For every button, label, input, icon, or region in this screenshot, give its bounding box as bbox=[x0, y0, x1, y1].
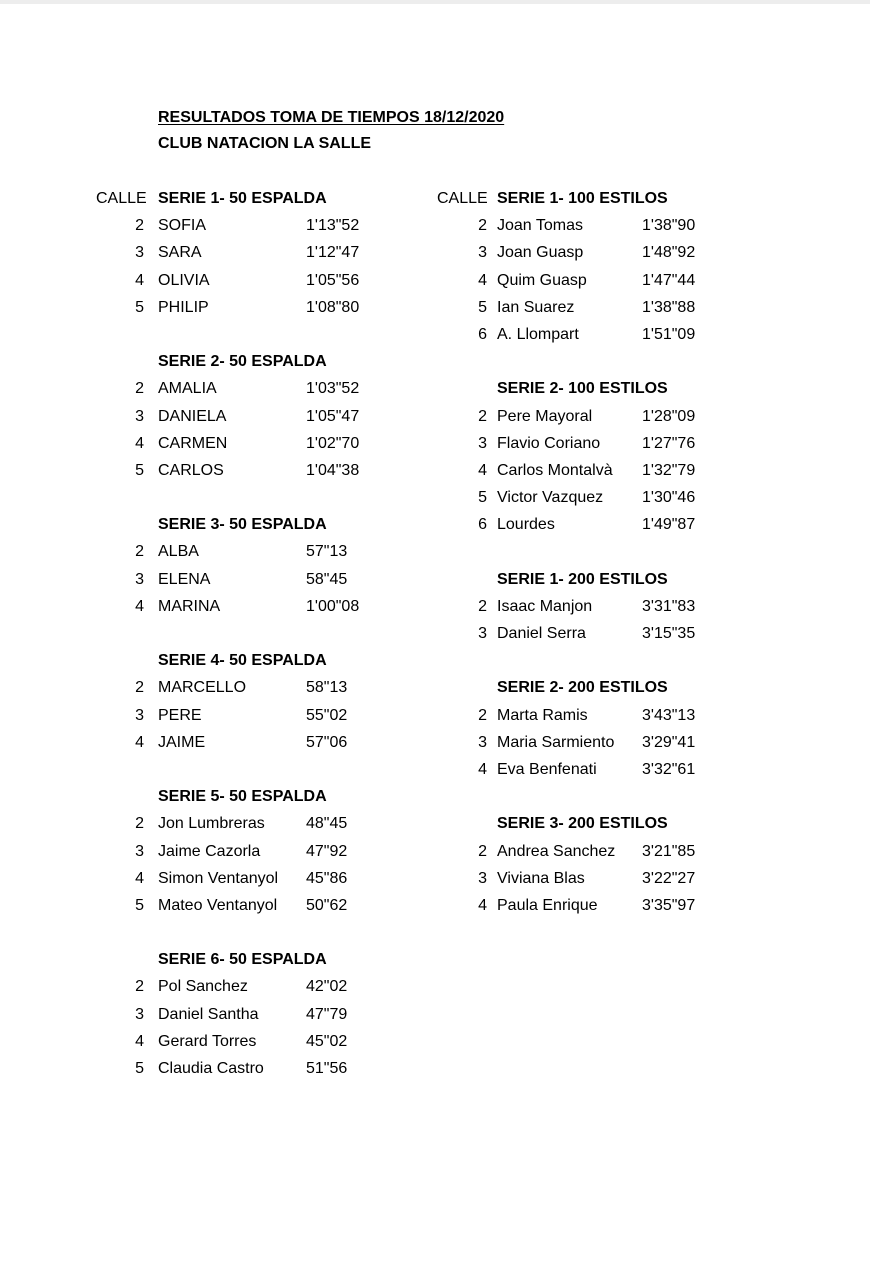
swimmer-name: PHILIP bbox=[158, 298, 209, 316]
series-title: SERIE 6- 50 ESPALDA bbox=[158, 951, 327, 969]
swimmer-name: Joan Guasp bbox=[497, 244, 584, 262]
lane-number: 3 bbox=[135, 1005, 144, 1023]
swim-time: 51"56 bbox=[306, 1060, 348, 1077]
swimmer-name: Eva Benfenati bbox=[497, 760, 597, 778]
lane-column-label: CALLE bbox=[437, 190, 488, 207]
series-title: SERIE 1- 50 ESPALDA bbox=[158, 190, 327, 207]
swim-time: 42"02 bbox=[306, 978, 348, 996]
swim-time: 1'30"46 bbox=[642, 489, 696, 507]
swimmer-name: Flavio Coriano bbox=[497, 434, 601, 452]
swimmer-name: Andrea Sanchez bbox=[497, 842, 616, 860]
lane-number: 2 bbox=[478, 217, 487, 235]
swimmer-name: MARCELLO bbox=[158, 679, 247, 697]
swimmer-name: Jaime Cazorla bbox=[158, 842, 261, 860]
swimmer-name: Pere Mayoral bbox=[497, 407, 593, 425]
swim-time: 48"45 bbox=[306, 815, 348, 833]
lane-number: 3 bbox=[135, 244, 144, 262]
swim-time: 1'49"87 bbox=[642, 516, 696, 534]
swim-time: 3'31"83 bbox=[642, 597, 696, 615]
swim-time: 1'32"79 bbox=[642, 461, 696, 479]
series-title: SERIE 3- 200 ESTILOS bbox=[497, 815, 668, 833]
swimmer-name: Daniel Santha bbox=[158, 1005, 259, 1023]
swimmer-name: Jon Lumbreras bbox=[158, 815, 265, 833]
series-title: SERIE 2- 50 ESPALDA bbox=[158, 353, 327, 371]
lane-number: 4 bbox=[478, 271, 487, 289]
swim-time: 3'29"41 bbox=[642, 733, 696, 751]
swim-time: 1'12"47 bbox=[306, 244, 360, 262]
swim-time: 3'35"97 bbox=[642, 896, 696, 914]
lane-number: 3 bbox=[478, 733, 487, 751]
lane-number: 4 bbox=[135, 434, 144, 452]
lane-number: 4 bbox=[478, 896, 487, 914]
lane-number: 3 bbox=[478, 244, 487, 262]
series-title: SERIE 4- 50 ESPALDA bbox=[158, 652, 327, 670]
lane-number: 6 bbox=[478, 325, 487, 343]
swim-time: 1'28"09 bbox=[642, 407, 696, 425]
lane-number: 2 bbox=[135, 217, 144, 235]
swimmer-name: Daniel Serra bbox=[497, 625, 586, 642]
lane-number: 4 bbox=[135, 271, 144, 289]
swimmer-name: CARMEN bbox=[158, 434, 228, 452]
swim-time: 1'02"70 bbox=[306, 434, 360, 452]
lane-number: 5 bbox=[135, 1060, 144, 1077]
swimmer-name: Marta Ramis bbox=[497, 706, 588, 724]
lane-number: 3 bbox=[135, 407, 144, 425]
swim-time: 55"02 bbox=[306, 706, 348, 724]
swimmer-name: SOFIA bbox=[158, 217, 207, 235]
lane-number: 3 bbox=[135, 842, 144, 860]
swimmer-name: SARA bbox=[158, 244, 202, 262]
swimmer-name: Carlos Montalvà bbox=[497, 461, 613, 479]
lane-number: 5 bbox=[135, 298, 144, 316]
series-title: SERIE 5- 50 ESPALDA bbox=[158, 788, 327, 806]
lane-number: 2 bbox=[478, 706, 487, 724]
swim-time: 1'08"80 bbox=[306, 298, 360, 316]
swimmer-name: OLIVIA bbox=[158, 271, 210, 289]
document-header bbox=[158, 105, 504, 157]
lane-number: 6 bbox=[478, 516, 487, 534]
swim-time: 3'22"27 bbox=[642, 869, 696, 887]
lane-number: 4 bbox=[135, 869, 144, 887]
viewer-top-border bbox=[0, 0, 870, 4]
lane-number: 3 bbox=[478, 869, 487, 887]
lane-number: 2 bbox=[478, 597, 487, 615]
swim-time: 45"02 bbox=[306, 1032, 348, 1050]
swimmer-name: Lourdes bbox=[497, 516, 555, 534]
swimmer-name: DANIELA bbox=[158, 407, 227, 425]
lane-number: 2 bbox=[478, 407, 487, 425]
swim-time: 1'47"44 bbox=[642, 271, 696, 289]
lane-number: 4 bbox=[135, 597, 144, 615]
swim-time: 1'38"88 bbox=[642, 298, 696, 316]
swimmer-name: Gerard Torres bbox=[158, 1032, 257, 1050]
swimmer-name: Isaac Manjon bbox=[497, 597, 593, 615]
lane-number: 5 bbox=[135, 461, 144, 479]
swim-time: 1'13"52 bbox=[306, 217, 360, 235]
swimmer-name: Simon Ventanyol bbox=[158, 869, 279, 887]
swimmer-name: Maria Sarmiento bbox=[497, 733, 615, 751]
swim-time: 1'00"08 bbox=[306, 597, 360, 615]
lane-number: 2 bbox=[478, 842, 487, 860]
swimmer-name: JAIME bbox=[158, 733, 206, 751]
lane-number: 3 bbox=[478, 625, 487, 642]
swim-time: 1'51"09 bbox=[642, 325, 696, 343]
swim-time: 45"86 bbox=[306, 869, 348, 887]
swimmer-name: Mateo Ventanyol bbox=[158, 896, 278, 914]
swim-time: 3'43"13 bbox=[642, 706, 696, 724]
document-title: RESULTADOS TOMA DE TIEMPOS 18/12/2020 bbox=[158, 109, 505, 126]
swimmer-name: Viviana Blas bbox=[497, 869, 585, 887]
swimmer-name: PERE bbox=[158, 706, 202, 724]
swim-time: 1'05"47 bbox=[306, 407, 360, 425]
swimmer-name: Joan Tomas bbox=[497, 217, 583, 235]
swim-time: 1'05"56 bbox=[306, 271, 360, 289]
swimmer-name: Claudia Castro bbox=[158, 1060, 264, 1077]
swim-time: 47"79 bbox=[306, 1005, 348, 1023]
series-title: SERIE 3- 50 ESPALDA bbox=[158, 516, 327, 534]
swimmer-name: Ian Suarez bbox=[497, 298, 575, 316]
series-title: SERIE 2- 200 ESTILOS bbox=[497, 679, 668, 697]
lane-number: 5 bbox=[135, 896, 144, 914]
swimmer-name: Quim Guasp bbox=[497, 271, 587, 289]
lane-number: 2 bbox=[135, 543, 144, 561]
lane-number: 2 bbox=[135, 815, 144, 833]
swim-time: 1'27"76 bbox=[642, 434, 696, 452]
swim-time: 58"13 bbox=[306, 679, 348, 697]
swim-time: 3'15"35 bbox=[642, 625, 696, 642]
swim-time: 50"62 bbox=[306, 896, 348, 914]
lane-number: 5 bbox=[478, 489, 487, 507]
swimmer-name: Pol Sanchez bbox=[158, 978, 248, 996]
swimmer-name: A. Llompart bbox=[497, 325, 579, 343]
club-name: CLUB NATACION LA SALLE bbox=[158, 135, 372, 152]
lane-number: 4 bbox=[135, 733, 144, 751]
swim-time: 57"13 bbox=[306, 543, 348, 561]
lane-number: 5 bbox=[478, 298, 487, 316]
swim-time: 47"92 bbox=[306, 842, 348, 860]
lane-number: 4 bbox=[478, 461, 487, 479]
swim-time: 1'03"52 bbox=[306, 380, 360, 398]
swim-time: 57"06 bbox=[306, 733, 348, 751]
lane-number: 3 bbox=[135, 570, 144, 588]
swim-time: 1'48"92 bbox=[642, 244, 696, 262]
swim-time: 1'04"38 bbox=[306, 461, 360, 479]
lane-number: 3 bbox=[135, 706, 144, 724]
swimmer-name: AMALIA bbox=[158, 380, 217, 398]
lane-number: 2 bbox=[135, 380, 144, 398]
series-title: SERIE 2- 100 ESTILOS bbox=[497, 380, 668, 398]
swimmer-name: MARINA bbox=[158, 597, 221, 615]
lane-number: 2 bbox=[135, 679, 144, 697]
swim-time: 3'32"61 bbox=[642, 760, 696, 778]
series-title: SERIE 1- 200 ESTILOS bbox=[497, 570, 668, 588]
swimmer-name: Victor Vazquez bbox=[497, 489, 604, 507]
swimmer-name: ALBA bbox=[158, 543, 199, 561]
lane-number: 2 bbox=[135, 978, 144, 996]
lane-column-label: CALLE bbox=[96, 190, 147, 207]
swim-time: 3'21"85 bbox=[642, 842, 696, 860]
swimmer-name: Paula Enrique bbox=[497, 896, 598, 914]
swimmer-name: CARLOS bbox=[158, 461, 224, 479]
swim-time: 1'38"90 bbox=[642, 217, 696, 235]
series-title: SERIE 1- 100 ESTILOS bbox=[497, 190, 668, 207]
lane-number: 3 bbox=[478, 434, 487, 452]
lane-number: 4 bbox=[135, 1032, 144, 1050]
lane-number: 4 bbox=[478, 760, 487, 778]
swimmer-name: ELENA bbox=[158, 570, 211, 588]
swim-time: 58"45 bbox=[306, 570, 348, 588]
